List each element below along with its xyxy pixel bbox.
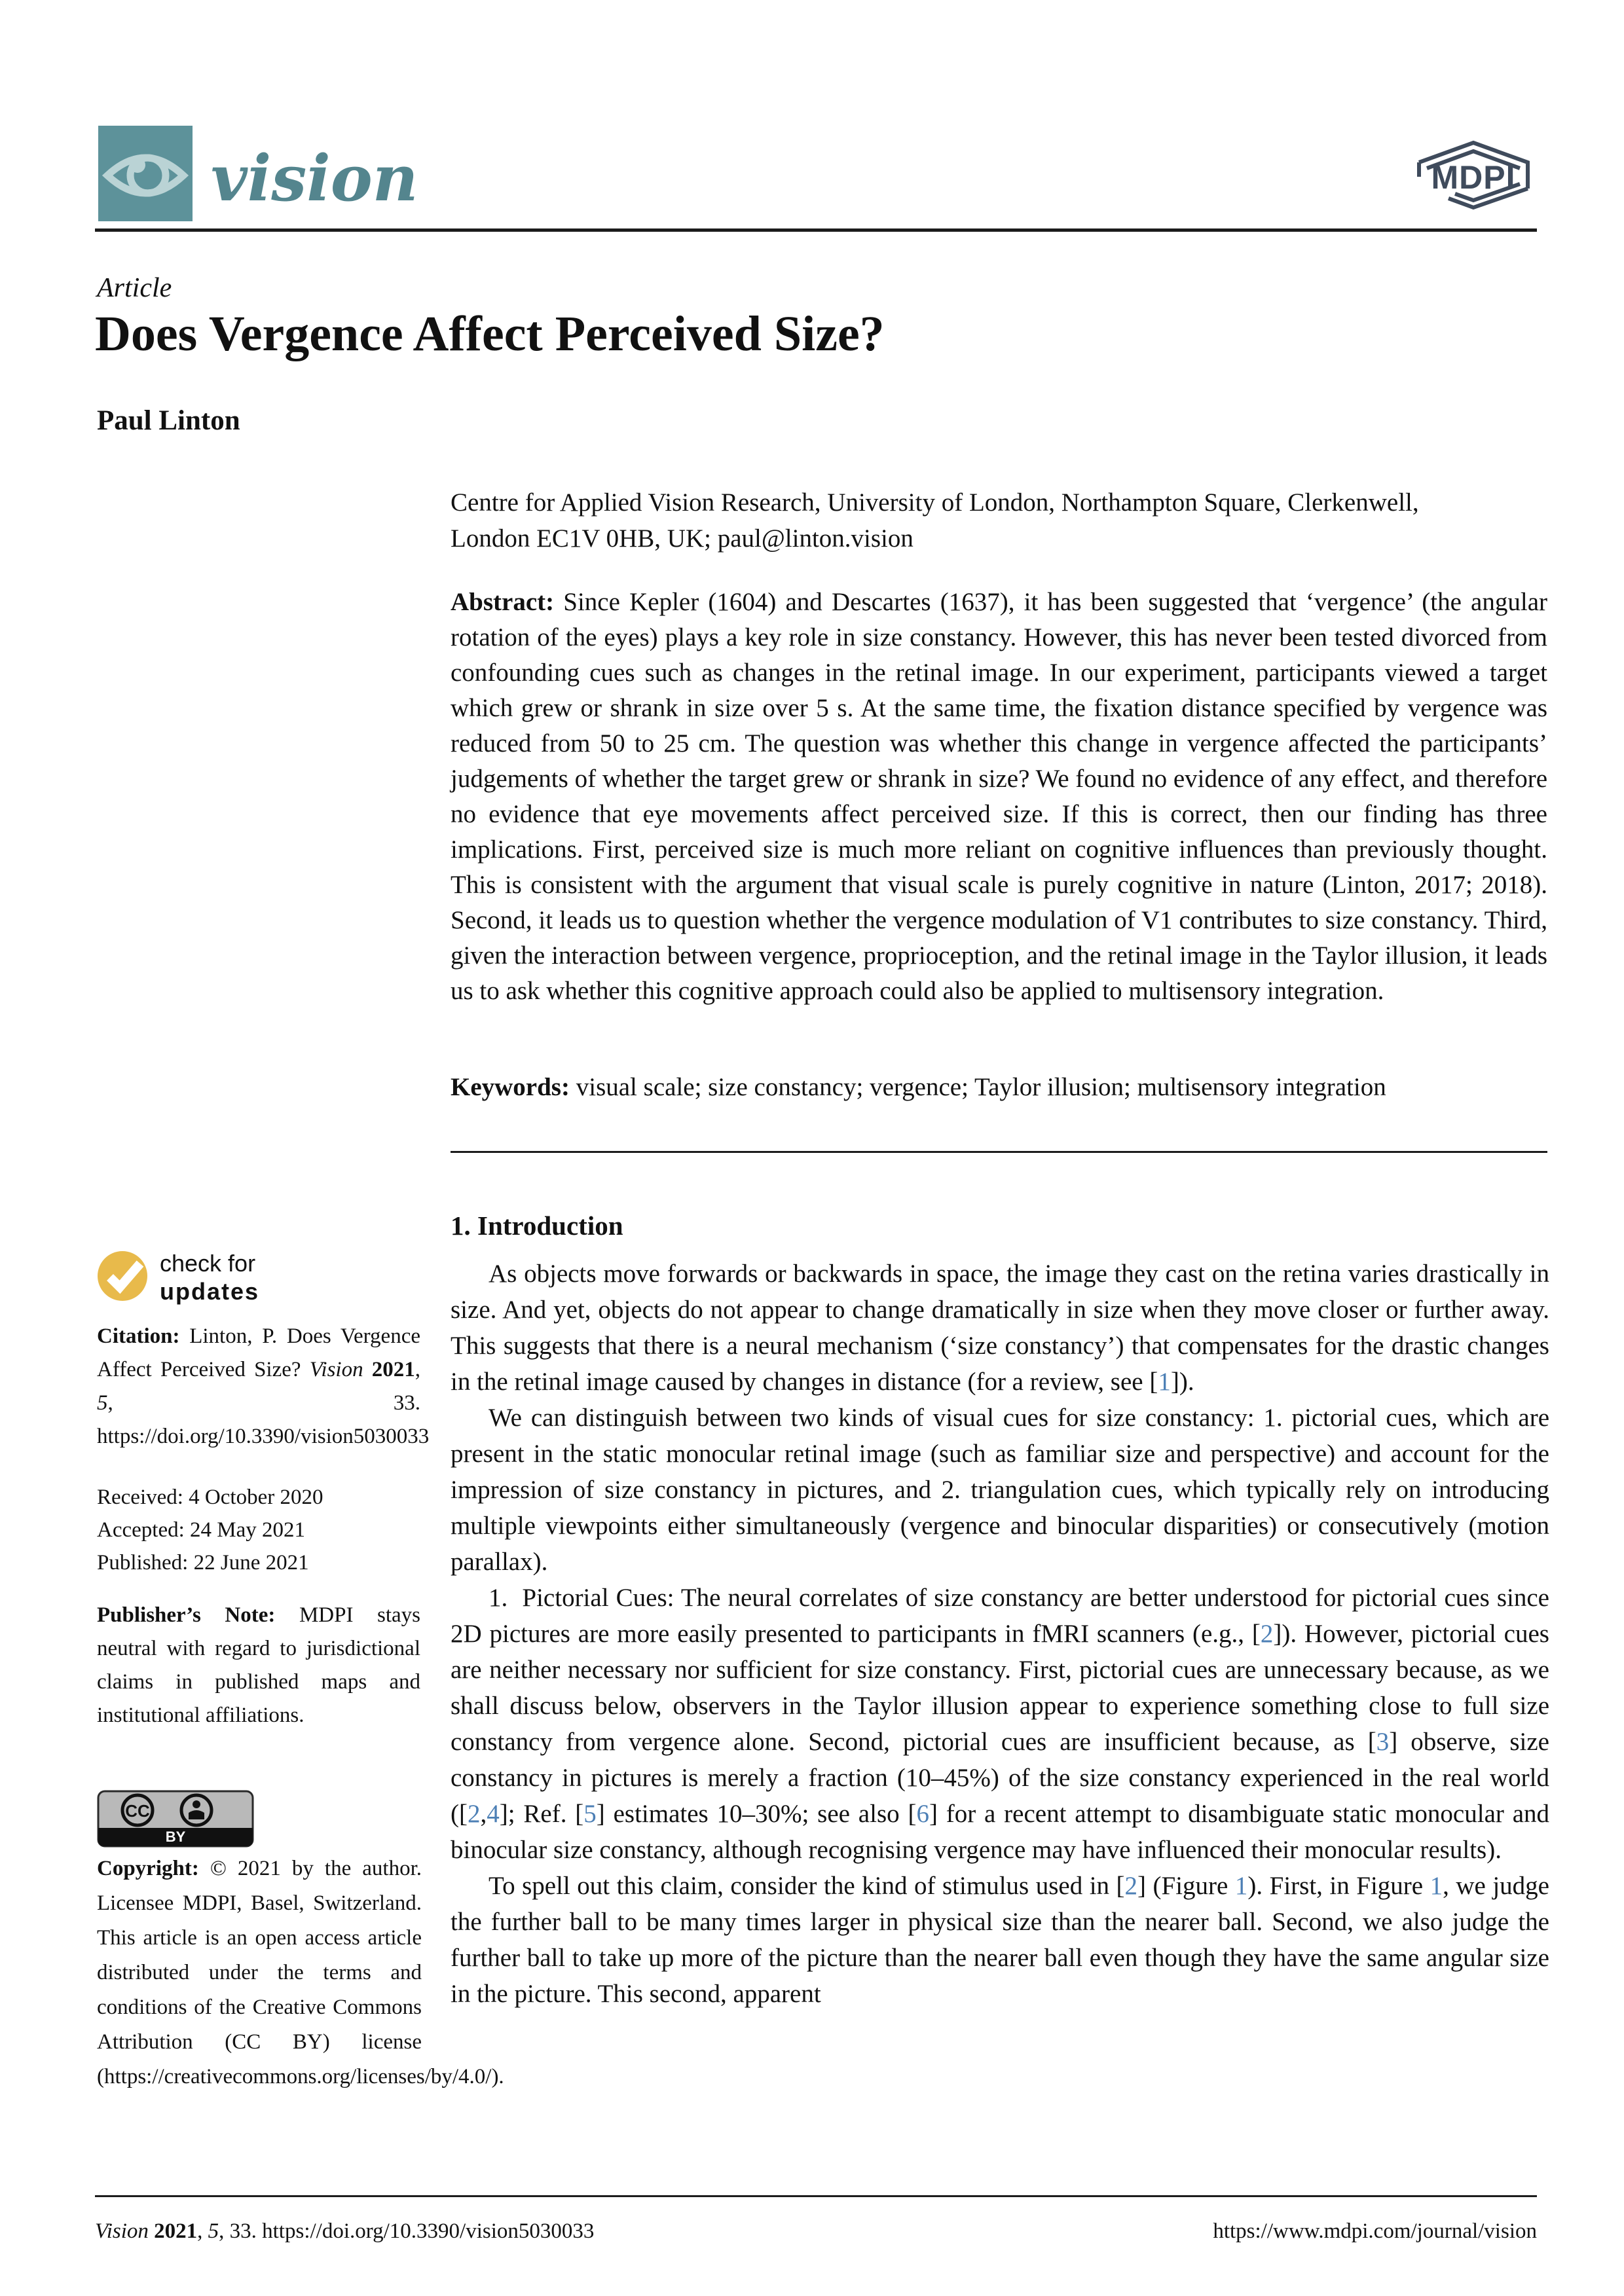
keywords (451, 1070, 1547, 1105)
dates-block (97, 1481, 420, 1579)
footer-journal-link[interactable]: https://www.mdpi.com/journal/vision (1213, 2219, 1537, 2243)
text-run: , (197, 2219, 208, 2243)
journal-name: vision (211, 141, 418, 215)
mdpi-logo (1409, 137, 1538, 212)
text-run: Abstract: (451, 588, 564, 616)
affiliation (451, 484, 1551, 556)
check-icon (97, 1250, 148, 1302)
text-run: ]). However, pictorial cues are neither necessary nor sufficient for size constancy. First, pictorial cues are unnecessary because, as we shall discuss below, observers in the Taylor illusion appear to experience something close to full size constancy from vergence alone. Second, pictorial cues are insufficient because, as [ (451, 1620, 1549, 1756)
affiliation-line: London EC1V 0HB, UK; paul@linton.vision (451, 524, 913, 553)
check-badge-line2: updates (160, 1278, 260, 1305)
check-for-updates-badge[interactable] (97, 1245, 398, 1311)
text-run: 2021 (371, 1358, 415, 1381)
received-date: Received: 4 October 2020 (97, 1485, 323, 1509)
header-rule (95, 228, 1537, 232)
published-date: Published: 22 June 2021 (97, 1551, 309, 1575)
section-heading: 1. Introduction (451, 1211, 623, 1241)
citation-ref[interactable]: 2 (1124, 1872, 1138, 1900)
text-run: ] for a recent attempt to disambiguate static monocular and binocular size constancy, although recognising vergence may have influenced their monocular results). (451, 1800, 1550, 1864)
article-type-label: Article (97, 273, 172, 303)
text-run: ] (Figure (1137, 1872, 1235, 1900)
affiliation-line: Centre for Applied Vision Research, University of London, Northampton Square, Clerkenwell, (451, 488, 1419, 517)
footer-rule (95, 2195, 1537, 2197)
text-run: , (415, 1358, 420, 1381)
body-paragraph (451, 1868, 1549, 2012)
citation-ref[interactable]: 6 (916, 1800, 929, 1828)
check-badge-line1: check for (160, 1250, 256, 1277)
citation-ref[interactable]: 3 (1376, 1728, 1390, 1756)
body-paragraph (451, 1256, 1549, 1400)
text-run: ]). (1170, 1368, 1194, 1396)
text-run: Since Kepler (1604) and Descartes (1637), it has been suggested that ‘vergence’ (the angular rotation of the eyes) plays a key role in size constancy. However, this has never been tested divorced from confounding cues such as changes in the retinal image. In our experiment, participants viewed a target which grew or shrank in size over 5 s. At the same time, the fixation distance specified by vergence was reduced from 50 to 25 cm. The question was whether this change in vergence affected the participants’ judgements of whether the target grew or shrank in size? We found no evidence of any effect, and therefore no evidence that eye movements affect perceived size. If this is correct, then our finding has three implications. First, perceived size is much more reliant on cognitive influences than previously thought. This is consistent with the argument that visual scale is purely cognitive in nature (Linton, 2017; 2018). Second, it leads us to question whether the vergence modulation of V1 contributes to size constancy. Third, given the interaction between vergence, proprioception, and the retinal image in the Taylor illusion, it leads us to ask whether this cognitive approach could also be applied to multisensory integration. (451, 588, 1547, 1005)
text-run: ). First, in Figure (1247, 1872, 1430, 1900)
text-run: 5 (97, 1391, 108, 1415)
mdpi-wordmark: MDPI (1431, 159, 1516, 196)
eye-icon (98, 126, 193, 221)
text-run: Vision (309, 1358, 363, 1381)
vision-logo (98, 126, 193, 221)
person-icon (181, 1795, 212, 1825)
cc-by-icon (97, 1790, 254, 1848)
author-name: Paul Linton (97, 405, 240, 436)
body-paragraph (451, 1400, 1549, 1580)
text-run: Publisher’s Note: (97, 1603, 299, 1627)
text-run: ] estimates 10–30%; see also [ (596, 1800, 917, 1828)
citation-ref[interactable]: 1 (1234, 1872, 1248, 1900)
text-run (363, 1358, 372, 1381)
text-run: 2021 (154, 2219, 198, 2243)
text-run: We can distinguish between two kinds of visual cues for size constancy: 1. pictorial cues, which are present in the static monocular retinal image (such as familiar size and perspective) and account for the impression of size constancy in pictures, and 2. triangulation cues, which typically rely on introducing multiple viewpoints either simultaneously (vergence and binocular disparities) or consecutively (motion parallax). (451, 1404, 1549, 1576)
text-run: © 2021 by the author. Licensee MDPI, Basel, Switzerland. This article is an open access article distributed under the terms and conditions of the Creative Commons Attribution (CC BY) license (https://creativecommons.org/licenses/by/4.0/). (97, 1857, 504, 2088)
text-run (149, 2219, 154, 2243)
text-run: To spell out this claim, consider the kind of stimulus used in [ (489, 1872, 1125, 1900)
body-paragraph (451, 1580, 1549, 1868)
keywords-rule (451, 1151, 1547, 1153)
text-run: MDPI stays neutral with regard to jurisdictional claims in published maps and institutional affiliations. (97, 1603, 420, 1727)
publisher-note (97, 1599, 420, 1732)
cc-letters: CC (125, 1801, 150, 1821)
citation-ref[interactable]: 2 (1260, 1620, 1274, 1648)
text-run: , we judge the further ball to be many times larger in physical size than the nearer ball. Second, we also judge the further ball to take up more of the picture than the nearer ball even though they have the same angular size in the picture. This second, apparent (451, 1872, 1549, 2008)
text-run: visual scale; size constancy; vergence; Taylor illusion; multisensory integration (576, 1073, 1386, 1101)
text-run: Linton, P. Does Vergence Affect Perceived Size? (97, 1324, 420, 1381)
cc-by-badge[interactable] (97, 1790, 254, 1848)
text-run: Keywords: (451, 1073, 576, 1101)
text-run: , 33. https://doi.org/10.3390/vision5030033 (97, 1391, 430, 1448)
text-run: , (480, 1800, 487, 1828)
text-run: Citation: (97, 1324, 190, 1348)
by-letters: BY (165, 1829, 186, 1845)
citation-ref[interactable]: 1 (1430, 1872, 1443, 1900)
footer-article-doi[interactable] (95, 2219, 594, 2244)
accepted-date: Accepted: 24 May 2021 (97, 1518, 305, 1542)
text-run: ] observe, size constancy in pictures is merely a fraction (10–45%) of the size constancy experienced in the real world ([ (451, 1728, 1549, 1828)
citation-ref[interactable]: 1 (1158, 1368, 1171, 1396)
text-run: Copyright: (97, 1857, 210, 1880)
body-paragraphs (451, 1256, 1549, 2012)
text-run: ]; Ref. [ (499, 1800, 584, 1828)
citation-ref[interactable]: 5 (583, 1800, 597, 1828)
copyright-block (97, 1851, 504, 2094)
text-run: , 33. https://doi.org/10.3390/vision5030033 (219, 2219, 595, 2243)
citation-block (97, 1320, 430, 1453)
page-title: Does Vergence Affect Perceived Size? (95, 306, 885, 361)
text-run: 5 (208, 2219, 219, 2243)
text-run: Vision (95, 2219, 149, 2243)
citation-ref[interactable]: 2 (467, 1800, 481, 1828)
text-run: As objects move forwards or backwards in space, the image they cast on the retina varies drastically in size. And yet, objects do not appear to change dramatically in size when they move closer or further away. This suggests that there is a neural mechanism (‘size constancy’) that compensates for the drastic changes in the retinal image caused by changes in distance (for a review, see [ (451, 1260, 1549, 1396)
citation-ref[interactable]: 4 (487, 1800, 500, 1828)
abstract (451, 585, 1547, 1009)
text-run: 1. Pictorial Cues: The neural correlates of size constancy are better understood for pictorial cues since 2D pictures are more easily presented to participants in fMRI scanners (e.g., [ (451, 1584, 1549, 1648)
